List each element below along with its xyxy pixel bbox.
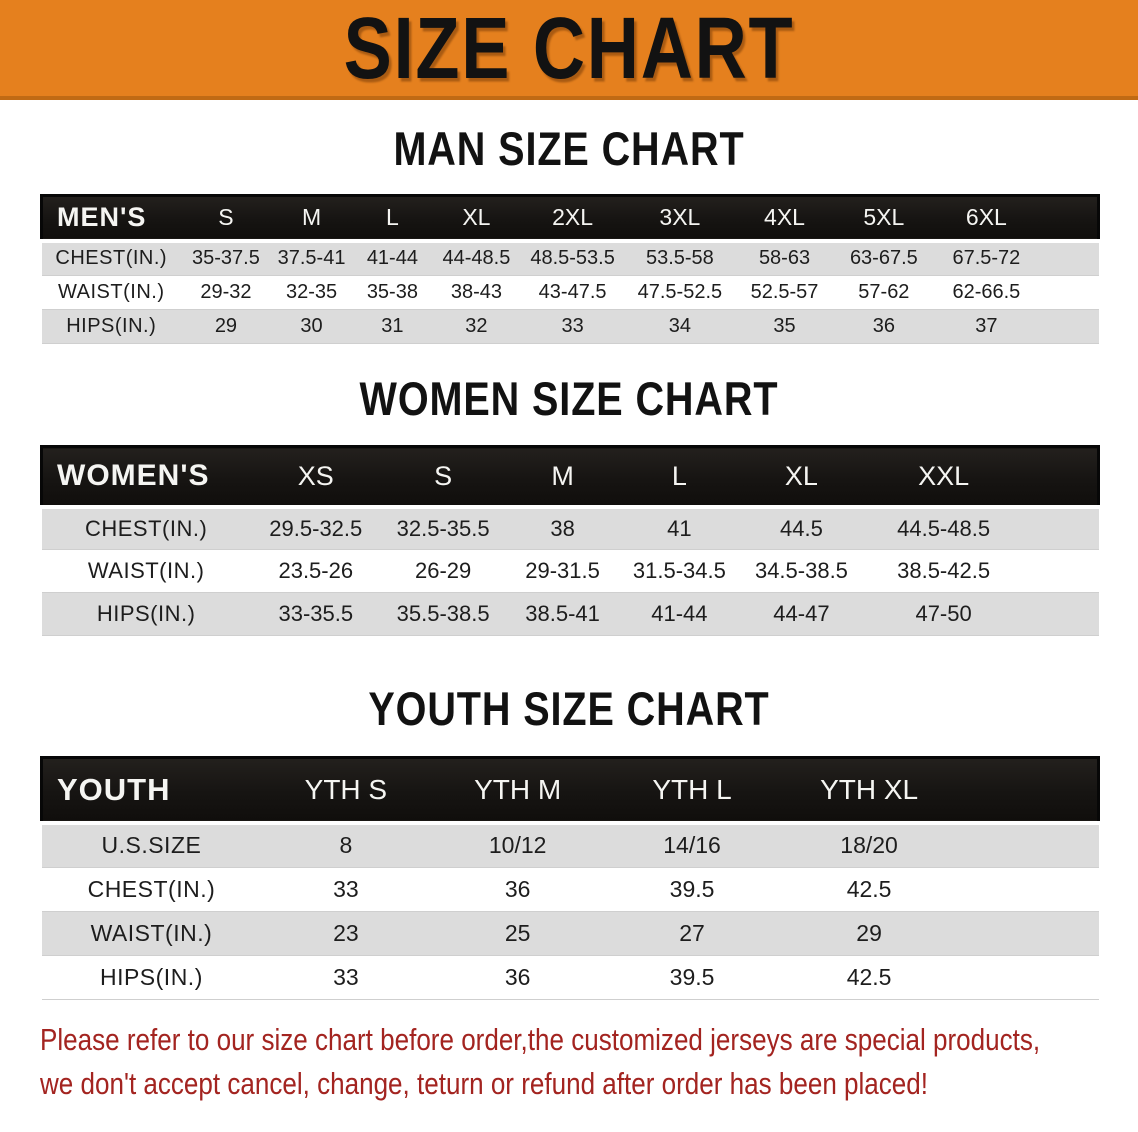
size-column-header: 2XL (520, 195, 625, 241)
measurement-value: 36 (834, 309, 933, 343)
measurement-row-label: WAIST(IN.) (42, 911, 262, 955)
measurement-row (42, 309, 1099, 343)
measurement-value: 44.5 (739, 507, 864, 550)
measurement-value: 34 (625, 309, 735, 343)
size-column-header: YTH XL (779, 757, 959, 823)
measurement-value: 44-48.5 (433, 241, 521, 275)
measurement-value: 23.5-26 (251, 550, 381, 593)
measurement-value: 23 (261, 911, 430, 955)
size-column-header: XL (739, 447, 864, 507)
measurement-row (42, 867, 1099, 911)
measurement-value: 38-43 (433, 275, 521, 309)
measurement-value: 52.5-57 (735, 275, 834, 309)
notice-line-2: we don't accept cancel, change, teturn or refund after order has been placed! (40, 1065, 929, 1101)
measurement-row-label: CHEST(IN.) (42, 241, 182, 275)
measurement-row (42, 275, 1099, 309)
measurement-row (42, 550, 1099, 593)
youth-section-heading: YOUTH SIZE CHART (368, 681, 770, 736)
size-column-header: M (506, 447, 620, 507)
size-column-header: XS (251, 447, 381, 507)
measurement-value: 53.5-58 (625, 241, 735, 275)
measurement-value: 44-47 (739, 593, 864, 636)
measurement-value: 39.5 (605, 867, 779, 911)
youth-size-table (40, 756, 1100, 1000)
measurement-value: 37 (934, 309, 1040, 343)
measurement-value: 8 (261, 823, 430, 867)
row-filler (1023, 593, 1098, 636)
measurement-value: 29-31.5 (506, 550, 620, 593)
measurement-value: 30 (271, 309, 352, 343)
size-column-header: 5XL (834, 195, 933, 241)
banner (0, 0, 1138, 100)
table-label-header: WOMEN'S (42, 447, 251, 507)
measurement-value: 29.5-32.5 (251, 507, 381, 550)
measurement-value: 38.5-41 (506, 593, 620, 636)
size-column-header: XL (433, 195, 521, 241)
row-filler (1039, 241, 1098, 275)
size-column-header: YTH S (261, 757, 430, 823)
measurement-value: 63-67.5 (834, 241, 933, 275)
measurement-value: 10/12 (430, 823, 604, 867)
measurement-value: 26-29 (381, 550, 506, 593)
measurement-value: 37.5-41 (271, 241, 352, 275)
row-filler (959, 955, 1099, 999)
banner-title: SIZE CHART (343, 0, 795, 97)
measurement-value: 67.5-72 (934, 241, 1040, 275)
measurement-value: 38 (506, 507, 620, 550)
table-label-header: YOUTH (42, 757, 262, 823)
size-column-header: S (381, 447, 506, 507)
measurement-value: 32.5-35.5 (381, 507, 506, 550)
size-header-row (42, 195, 1099, 241)
measurement-value: 39.5 (605, 955, 779, 999)
size-column-header: M (271, 195, 352, 241)
row-filler (1023, 507, 1098, 550)
table-label-header: MEN'S (42, 195, 182, 241)
section-women (0, 371, 1138, 637)
size-column-header: 6XL (934, 195, 1040, 241)
measurement-row-label: WAIST(IN.) (42, 275, 182, 309)
measurement-value: 32-35 (271, 275, 352, 309)
measurement-value: 36 (430, 955, 604, 999)
size-header-row (42, 447, 1099, 507)
measurement-value: 36 (430, 867, 604, 911)
size-header-row (42, 757, 1099, 823)
measurement-value: 33 (261, 867, 430, 911)
measurement-value: 43-47.5 (520, 275, 625, 309)
measurement-row (42, 911, 1099, 955)
measurement-value: 35-37.5 (181, 241, 271, 275)
measurement-value: 33-35.5 (251, 593, 381, 636)
measurement-value: 31 (352, 309, 432, 343)
measurement-value: 27 (605, 911, 779, 955)
size-column-header: YTH L (605, 757, 779, 823)
measurement-row-label: CHEST(IN.) (42, 867, 262, 911)
measurement-row (42, 507, 1099, 550)
measurement-row-label: HIPS(IN.) (42, 309, 182, 343)
measurement-row (42, 241, 1099, 275)
size-column-header: XXL (864, 447, 1024, 507)
measurement-value: 35.5-38.5 (381, 593, 506, 636)
row-filler (959, 911, 1099, 955)
women-size-table (40, 445, 1100, 636)
measurement-value: 48.5-53.5 (520, 241, 625, 275)
measurement-value: 29 (779, 911, 959, 955)
measurement-row-label: U.S.SIZE (42, 823, 262, 867)
women-section-heading: WOMEN SIZE CHART (359, 371, 779, 425)
row-filler (1023, 550, 1098, 593)
size-column-header: 3XL (625, 195, 735, 241)
measurement-row-label: WAIST(IN.) (42, 550, 251, 593)
notice-line-1: Please refer to our size chart before order,the customized jerseys are special products, (40, 1021, 1041, 1057)
men-section-heading: MAN SIZE CHART (393, 121, 745, 176)
men-size-table (40, 194, 1100, 344)
row-filler (959, 823, 1099, 867)
measurement-row-label: HIPS(IN.) (42, 955, 262, 999)
size-column-header: YTH M (430, 757, 604, 823)
order-notice (40, 1018, 1138, 1106)
measurement-value: 42.5 (779, 955, 959, 999)
section-men (0, 121, 1138, 344)
measurement-value: 41 (620, 507, 739, 550)
measurement-value: 42.5 (779, 867, 959, 911)
measurement-value: 25 (430, 911, 604, 955)
measurement-row-label: CHEST(IN.) (42, 507, 251, 550)
measurement-value: 57-62 (834, 275, 933, 309)
row-filler (1039, 309, 1098, 343)
size-column-header: L (620, 447, 739, 507)
header-filler (959, 757, 1099, 823)
measurement-value: 33 (520, 309, 625, 343)
measurement-value: 35 (735, 309, 834, 343)
measurement-value: 34.5-38.5 (739, 550, 864, 593)
measurement-value: 47.5-52.5 (625, 275, 735, 309)
measurement-value: 35-38 (352, 275, 432, 309)
measurement-value: 38.5-42.5 (864, 550, 1024, 593)
measurement-value: 47-50 (864, 593, 1024, 636)
size-column-header: S (181, 195, 271, 241)
measurement-value: 62-66.5 (934, 275, 1040, 309)
measurement-value: 14/16 (605, 823, 779, 867)
header-filler (1023, 447, 1098, 507)
size-column-header: 4XL (735, 195, 834, 241)
row-filler (1039, 275, 1098, 309)
measurement-value: 32 (433, 309, 521, 343)
row-filler (959, 867, 1099, 911)
section-youth (0, 681, 1138, 1000)
measurement-value: 33 (261, 955, 430, 999)
measurement-value: 18/20 (779, 823, 959, 867)
measurement-value: 29-32 (181, 275, 271, 309)
measurement-row-label: HIPS(IN.) (42, 593, 251, 636)
measurement-row (42, 593, 1099, 636)
measurement-value: 41-44 (620, 593, 739, 636)
measurement-row (42, 955, 1099, 999)
measurement-value: 41-44 (352, 241, 432, 275)
header-filler (1039, 195, 1098, 241)
measurement-row (42, 823, 1099, 867)
size-column-header: L (352, 195, 432, 241)
measurement-value: 58-63 (735, 241, 834, 275)
measurement-value: 31.5-34.5 (620, 550, 739, 593)
measurement-value: 29 (181, 309, 271, 343)
measurement-value: 44.5-48.5 (864, 507, 1024, 550)
